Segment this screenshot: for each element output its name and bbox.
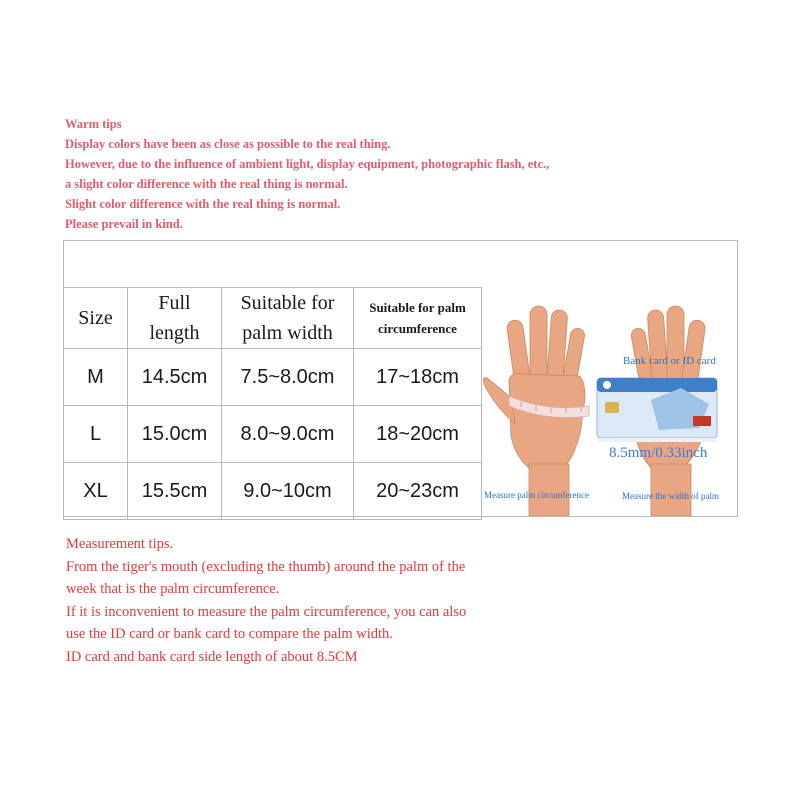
cell-circumference: 18~20cm [354, 406, 482, 463]
card-label: Bank card or ID card [623, 355, 716, 367]
warm-tips-line: Display colors have been as close as possible to the real thing. [65, 137, 391, 151]
card-size-label: 8.5mm/0.33inch [609, 445, 708, 461]
measurement-tips-line: use the ID card or bank card to compare the palm width. [66, 626, 393, 642]
table-row [64, 349, 482, 406]
caption-palm-width: Measure the width of palm [622, 491, 719, 501]
header-palm-circ-line2: circumference [378, 321, 457, 336]
id-card-icon [597, 378, 717, 442]
measurement-tips-line: week that is the palm circumference. [66, 581, 280, 597]
measurement-tips-title: Measurement tips. [66, 536, 174, 552]
measurement-tips-line: If it is inconvenient to measure the palm circumference, you can also [66, 603, 467, 620]
cell-circumference: 17~18cm [354, 349, 482, 406]
cell-width: 8.0~9.0cm [222, 406, 354, 463]
cell-size: M [64, 349, 128, 406]
warm-tips-line: However, due to the influence of ambient light, display equipment, photographic flash, etc., [65, 157, 550, 171]
header-palm-circ-line1: Suitable for palm [369, 300, 466, 315]
cell-size: XL [64, 463, 128, 520]
cell-length: 15.5cm [128, 463, 222, 520]
table-row [64, 406, 482, 463]
hands-graphic [481, 288, 737, 516]
cell-width: 9.0~10cm [222, 463, 354, 520]
warm-tips-line: Please prevail in kind. [65, 217, 183, 231]
cell-length: 14.5cm [128, 349, 222, 406]
caption-palm-circumference: Measure palm circumference [484, 490, 589, 500]
table-row [64, 463, 482, 520]
header-palm-width [222, 288, 354, 349]
size-table-header [64, 288, 482, 349]
cell-circumference: 20~23cm [354, 463, 482, 520]
cell-length: 15.0cm [128, 406, 222, 463]
header-full-length [128, 288, 222, 349]
warm-tips-title: Warm tips [65, 117, 122, 131]
measurement-tips-line: From the tiger's mouth (excluding the thumb) around the palm of the [66, 558, 466, 575]
header-full-length-line2: length [149, 322, 200, 344]
header-palm-width-line2: palm width [242, 322, 333, 344]
cell-size: L [64, 406, 128, 463]
header-palm-width-line1: Suitable for [240, 292, 335, 314]
warm-tips-line: a slight color difference with the real thing is normal. [65, 177, 348, 191]
header-palm-circumference [354, 288, 482, 349]
cell-width: 7.5~8.0cm [222, 349, 354, 406]
header-full-length-line1: Full [158, 292, 191, 314]
measurement-tips-line: ID card and bank card side length of about 8.5CM [66, 648, 358, 665]
size-table [63, 287, 482, 520]
hand-measurement-illustration [481, 288, 737, 516]
measurement-tips [66, 533, 566, 668]
warm-tips [65, 114, 705, 234]
header-size: Size [64, 288, 128, 349]
warm-tips-line: Slight color difference with the real thing is normal. [65, 197, 341, 211]
